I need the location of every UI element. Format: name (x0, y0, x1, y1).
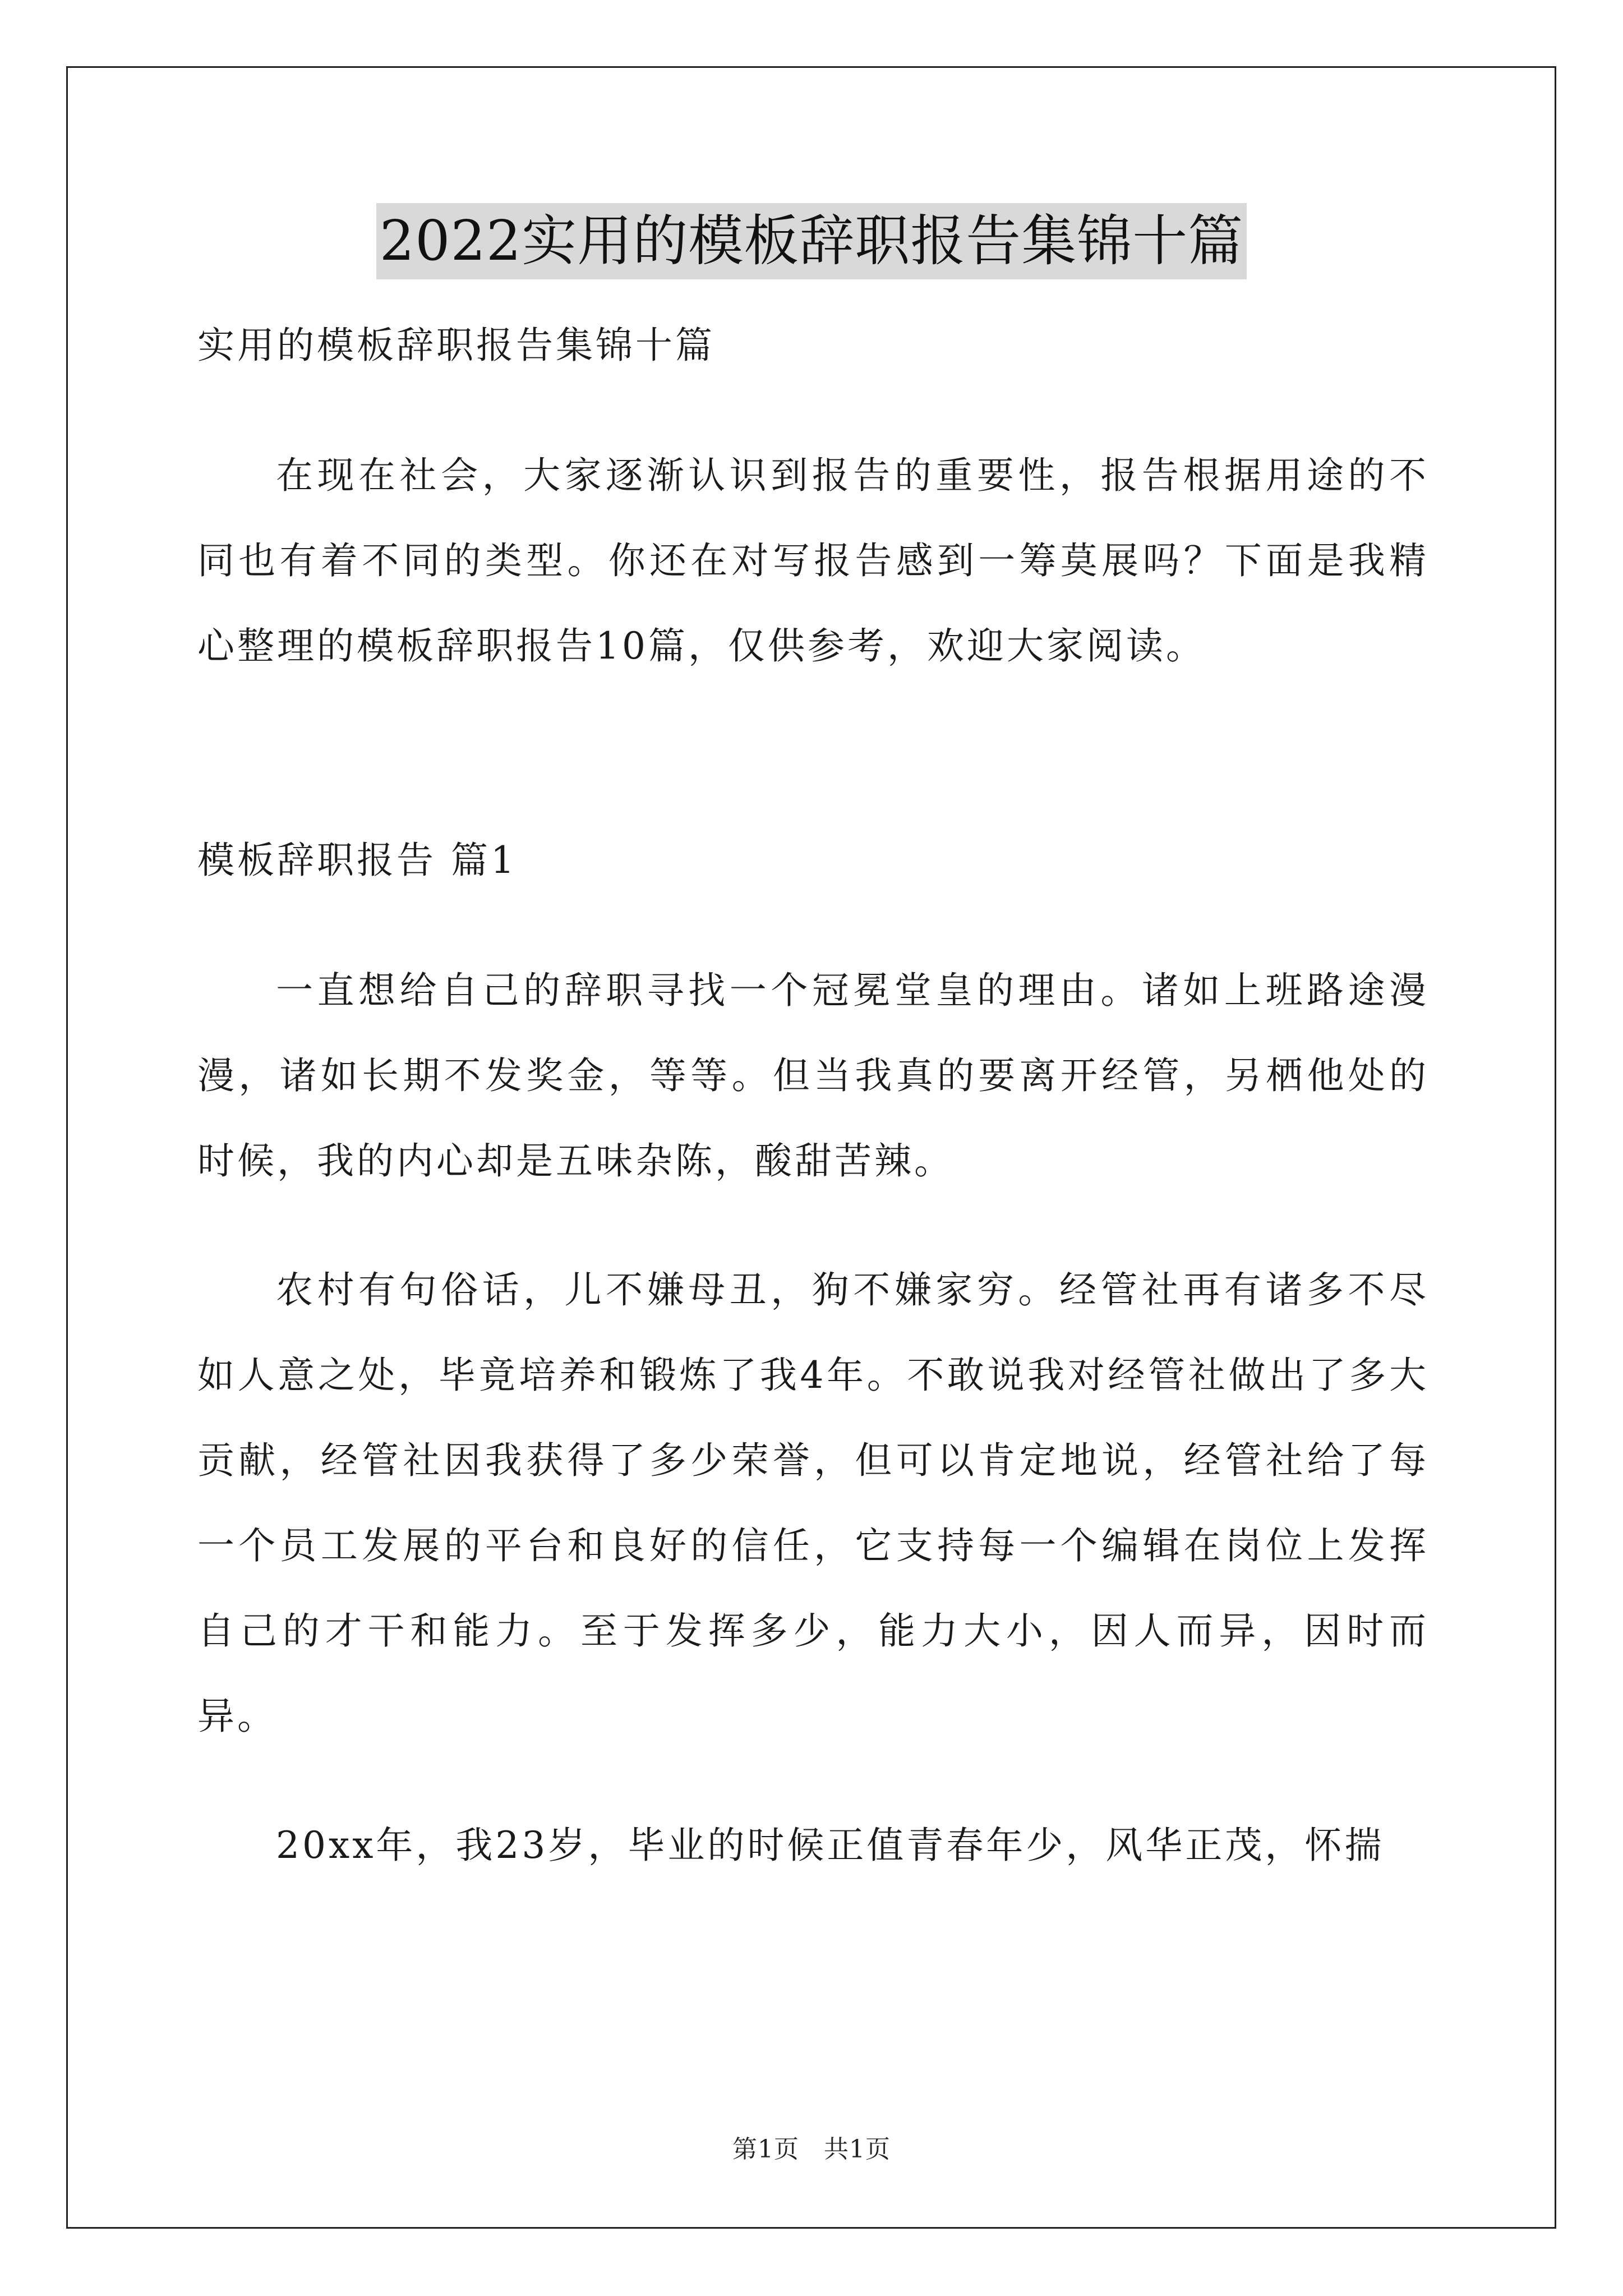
page-footer (0, 2133, 1623, 2166)
document-title: 2022实用的模板辞职报告集锦十篇 (376, 203, 1247, 279)
title-container (0, 203, 1623, 279)
document-subtitle: 实用的模板辞职报告集锦十篇 (197, 324, 715, 367)
body-paragraph: 20xx年，我23岁，毕业的时候正值青春年少，风华正茂，怀揣 (276, 1824, 1385, 1867)
section-heading: 模板辞职报告 篇1 (197, 839, 517, 882)
body-paragraph: 一直想给自己的辞职寻找一个冠冕堂皇的理由。诸如上班路途漫漫，诸如长期不发奖金，等等。但当我真的要离开经管，另栖他处的时候，我的内心却是五味杂陈，酸甜苦辣。 (197, 969, 1429, 1182)
document-body (197, 303, 1429, 1888)
intro-paragraph: 在现在社会，大家逐渐认识到报告的重要性，报告根据用途的不同也有着不同的类型。你还在对写报告感到一筹莫展吗？下面是我精心整理的模板辞职报告10篇，仅供参考，欢迎大家阅读。 (197, 454, 1429, 668)
body-paragraph: 农村有句俗话，儿不嫌母丑，狗不嫌家穷。经管社再有诸多不尽如人意之处，毕竟培养和锻炼了我4年。不敢说我对经管社做出了多大贡献，经管社因我获得了多少荣誉，但可以肯定地说，经管社给了每一个员工发展的平台和良好的信任，它支持每一个编辑在岗位上发挥自己的才干和能力。至于发挥多少，能力大小，因人而异，因时而异。 (197, 1268, 1429, 1738)
page-total: 共1页 (824, 2135, 891, 2164)
page-number: 第1页 (732, 2135, 799, 2164)
